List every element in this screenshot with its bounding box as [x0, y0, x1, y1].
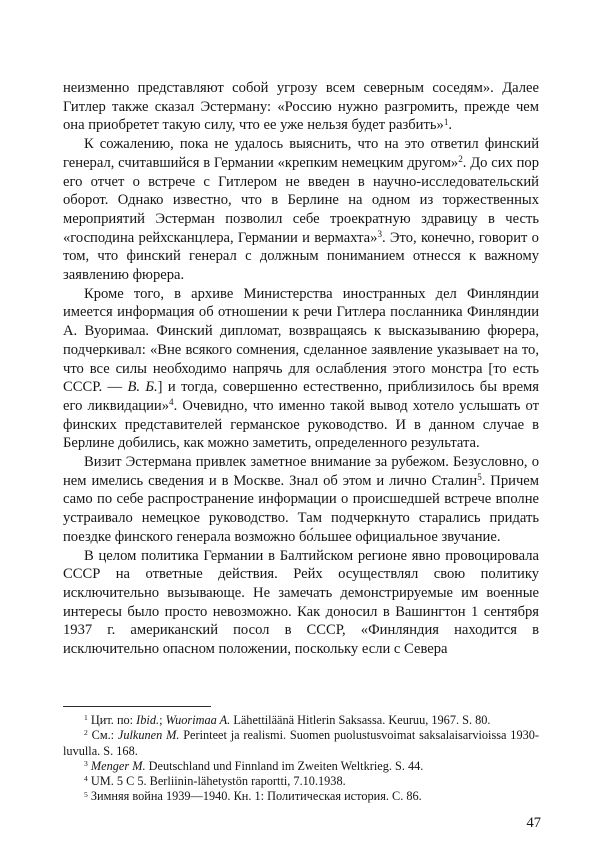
body-text	[63, 79, 539, 659]
footnote-4: $^4$ UM. 5 C 5. Berliinin-lähetystön raportti, 7.10.1938.	[84, 774, 346, 789]
footnote-2: $^2$ См.: Julkunen M. Perinteet ja realismi. Suomen puolustusvoimat saksalaisarvioissa 1930-luvulla. S. 168.	[63, 728, 539, 758]
page-number: 47	[526, 815, 541, 831]
body-paragraph-4: Визит Эстермана привлек заметное внимание за рубежом. Безусловно, о нем имелись сведения и в Москве. Знал об этом и лично Сталин$^5$. Причем само по себе распространение информации о происшедшей встрече вполне устраивало немецкое руководство. Там подчеркнуто старались придать поездке финского генерала возможно бо́льшее официальное звучание.	[63, 454, 539, 545]
body-paragraph-1: неизменно представляют собой угрозу всем северным соседям». Далее Гитлер также сказал Эстерману: «Россию нужно разгромить, прежде чем она приобретет такую силу, что ее уже нельзя будет разбить»$^1$.	[63, 80, 539, 134]
footnote-5: $^5$ Зимняя война 1939—1940. Кн. 1: Политическая история. С. 86.	[84, 789, 422, 804]
body-paragraph-3: Кроме того, в архиве Министерства иностранных дел Финляндии имеется информация об отношении к речи Гитлера посланника Финляндии А. Вуоримаа. Финский дипломат, возвращаясь к высказыванию фюрера, подчеркивал: «Вне всякого сомнения, сделанное заявление указывает на то, что все силы необходимо напрячь для ослабления этого монстра [то есть СССР. — В. Б.] и тогда, совершенно естественно, приблизилось бы время его ликвидации»$^4$. Очевидно, что именно такой вывод хотело услышать от финских представителей германское руководство. И в данном случае в Берлине добились, как можно заметить, определенного результата.	[63, 285, 540, 452]
footnote-3: $^3$ Menger M. Deutschland und Finnland im Zweiten Weltkrieg. S. 44.	[84, 758, 424, 773]
body-paragraph-5: В целом политика Германии в Балтийском регионе явно провоцировала СССР на ответные действия. Рейх осуществлял свою политику исключительно вызывающе. Не замечать демонстрируемые им военные интересы было просто невозможно. Как доносил в Вашингтон 1 сентября 1937 г. американский посол в СССР, «Финляндия находится в исключительно опасном положении, поскольку если с Севера	[63, 547, 539, 658]
footnotes-section	[63, 706, 539, 805]
body-paragraph-2: К сожалению, пока не удалось выяснить, что на это ответил финский генерал, считавшийся в Германии «крепким немецким другом»$^2$. До сих пор его отчет о встрече с Гитлером не введен в научно-исследовательский оборот. Однако известно, что в Берлине на одном из торжественных мероприятий Эстерман позволил себе троекратную здравицу в честь «господина рейхсканцлера, Германии и вермахта»$^3$. Это, конечно, говорит о том, что финский генерал с должным пониманием отнесся к важному заявлению фюрера.	[63, 136, 539, 284]
footnote-separator	[63, 706, 211, 707]
footnote-1: $^1$ Цит. по: Ibid.; Wuorimaa A. Lähettiläänä Hitlerin Saksassa. Keuruu, 1967. S. 80.	[84, 713, 491, 727]
